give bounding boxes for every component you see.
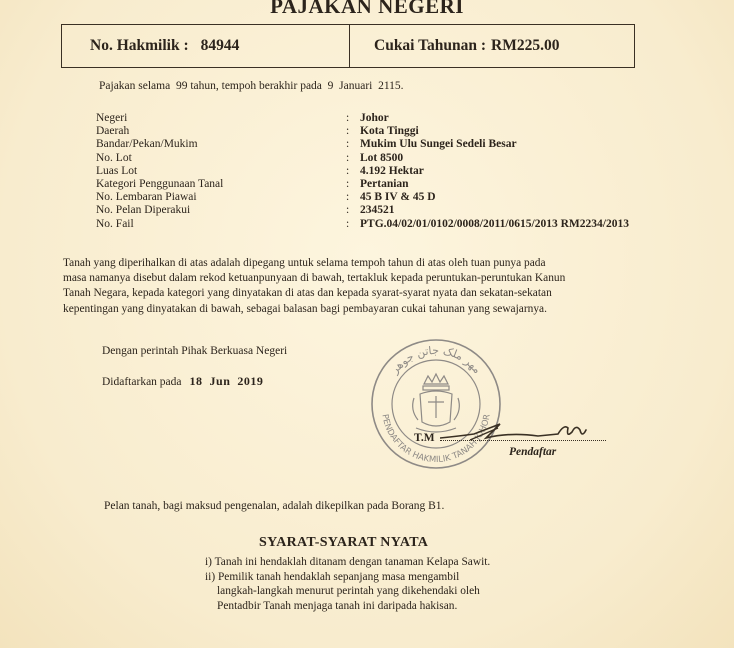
registered-label: Didaftarkan pada — [102, 376, 182, 388]
seal-bottom-text: PENDAFTAR HAKMILIK TANAH JOHOR — [379, 413, 493, 466]
cukai-cell — [350, 25, 634, 67]
condition-item-continued: Pentadbir Tanah menjaga tanah ini daripada hakisan. — [217, 599, 458, 612]
detail-label: No. Lot — [96, 151, 132, 164]
detail-colon: : — [346, 164, 350, 177]
detail-value: Pertanian — [360, 178, 409, 191]
detail-label: No. Lembaran Piawai — [96, 191, 197, 204]
paragraph-line: kepentingan yang dinyatakan di bawah, sebagai balasan bagi pembayaran cukai tahunan yang sewajarnya. — [63, 302, 547, 315]
detail-label: Negeri — [96, 112, 128, 124]
conditions-title: SYARAT-SYARAT NYATA — [259, 535, 429, 550]
plan-note: Pelan tanah, bagi maksud pengenalan, adalah dikepilkan pada Borang B1. — [104, 500, 445, 512]
detail-row — [96, 165, 629, 178]
detail-label: Luas Lot — [96, 164, 138, 177]
seal-top-text: مهر ملک جاتن جوهر — [388, 343, 484, 377]
condition-item: ii) Pemilik tanah hendaklah sepanjang masa mengambil — [205, 570, 460, 583]
detail-label: Daerah — [96, 125, 130, 138]
detail-colon: : — [346, 217, 350, 230]
tm-label: T.M — [414, 432, 435, 444]
detail-label: No. Fail — [96, 217, 134, 230]
authority-order-line: Dengan perintah Pihak Berkuasa Negeri — [102, 345, 288, 357]
detail-colon: : — [346, 151, 350, 164]
condition-item: i) Tanah ini hendaklah ditanam dengan tanaman Kelapa Sawit. — [205, 556, 491, 568]
hakmilik-value: 84944 — [200, 37, 240, 54]
detail-row — [96, 191, 629, 204]
hakmilik-cell — [62, 25, 350, 67]
detail-colon: : — [346, 178, 350, 191]
paragraph-line: masa namanya disebut dalam rekod ketuanpunyaan di bawah, tertakluk kepada peruntukan-peruntukan Kanun — [63, 272, 566, 285]
detail-colon: : — [346, 125, 350, 138]
registration-date-line — [102, 374, 263, 389]
cukai-label: Cukai Tahunan : — [374, 37, 487, 54]
registered-date: 18 Jun 2019 — [189, 374, 264, 388]
detail-row — [96, 138, 629, 151]
signature-line — [440, 440, 606, 441]
lease-term-line: Pajakan selama 99 tahun, tempoh berakhir pada 9 Januari 2115. — [99, 80, 404, 92]
detail-colon: : — [346, 138, 350, 151]
detail-row — [96, 178, 629, 191]
detail-label: Bandar/Pekan/Mukim — [96, 138, 198, 151]
page-edge — [734, 0, 744, 648]
hakmilik-label: No. Hakmilik : — [90, 37, 189, 54]
cukai-value: RM225.00 — [491, 37, 560, 54]
detail-row — [96, 112, 629, 125]
detail-value: PTG.04/02/01/0102/0008/2011/0615/2013 RM2234/2013 — [360, 217, 629, 230]
document-title: PAJAKAN NEGERI — [270, 0, 464, 18]
detail-label: No. Pelan Diperakui — [96, 204, 191, 217]
detail-row — [96, 152, 629, 165]
paragraph-line: Tanah yang diperihalkan di atas adalah dipegang untuk selama tempoh tahun di atas oleh tuan punya pada — [63, 257, 546, 269]
detail-value: Kota Tinggi — [360, 125, 419, 138]
condition-item-continued: langkah-langkah menurut perintah yang dikehendaki oleh — [217, 585, 480, 598]
detail-value: 234521 — [360, 204, 395, 217]
detail-colon: : — [346, 204, 350, 217]
detail-value: Mukim Ulu Sungei Sedeli Besar — [360, 138, 517, 151]
detail-colon: : — [346, 191, 350, 204]
detail-colon: : — [346, 112, 350, 124]
detail-row — [96, 218, 629, 231]
detail-row — [96, 125, 629, 138]
detail-value: Johor — [360, 112, 389, 124]
paragraph-line: Tanah Negara, kepada kategori yang dinyatakan di atas dan kepada syarat-syarat nyata dan sekatan-sekatan — [63, 287, 552, 300]
detail-row — [96, 204, 629, 217]
detail-value: Lot 8500 — [360, 151, 404, 164]
detail-label: Kategori Penggunaan Tanal — [96, 178, 224, 191]
land-details — [96, 112, 629, 231]
tenure-paragraph — [63, 256, 663, 317]
conditions-list — [205, 555, 490, 613]
header-box — [61, 24, 635, 68]
registrar-title: Pendaftar — [509, 446, 557, 458]
detail-value: 4.192 Hektar — [360, 164, 424, 177]
detail-value: 45 B IV & 45 D — [360, 191, 436, 204]
